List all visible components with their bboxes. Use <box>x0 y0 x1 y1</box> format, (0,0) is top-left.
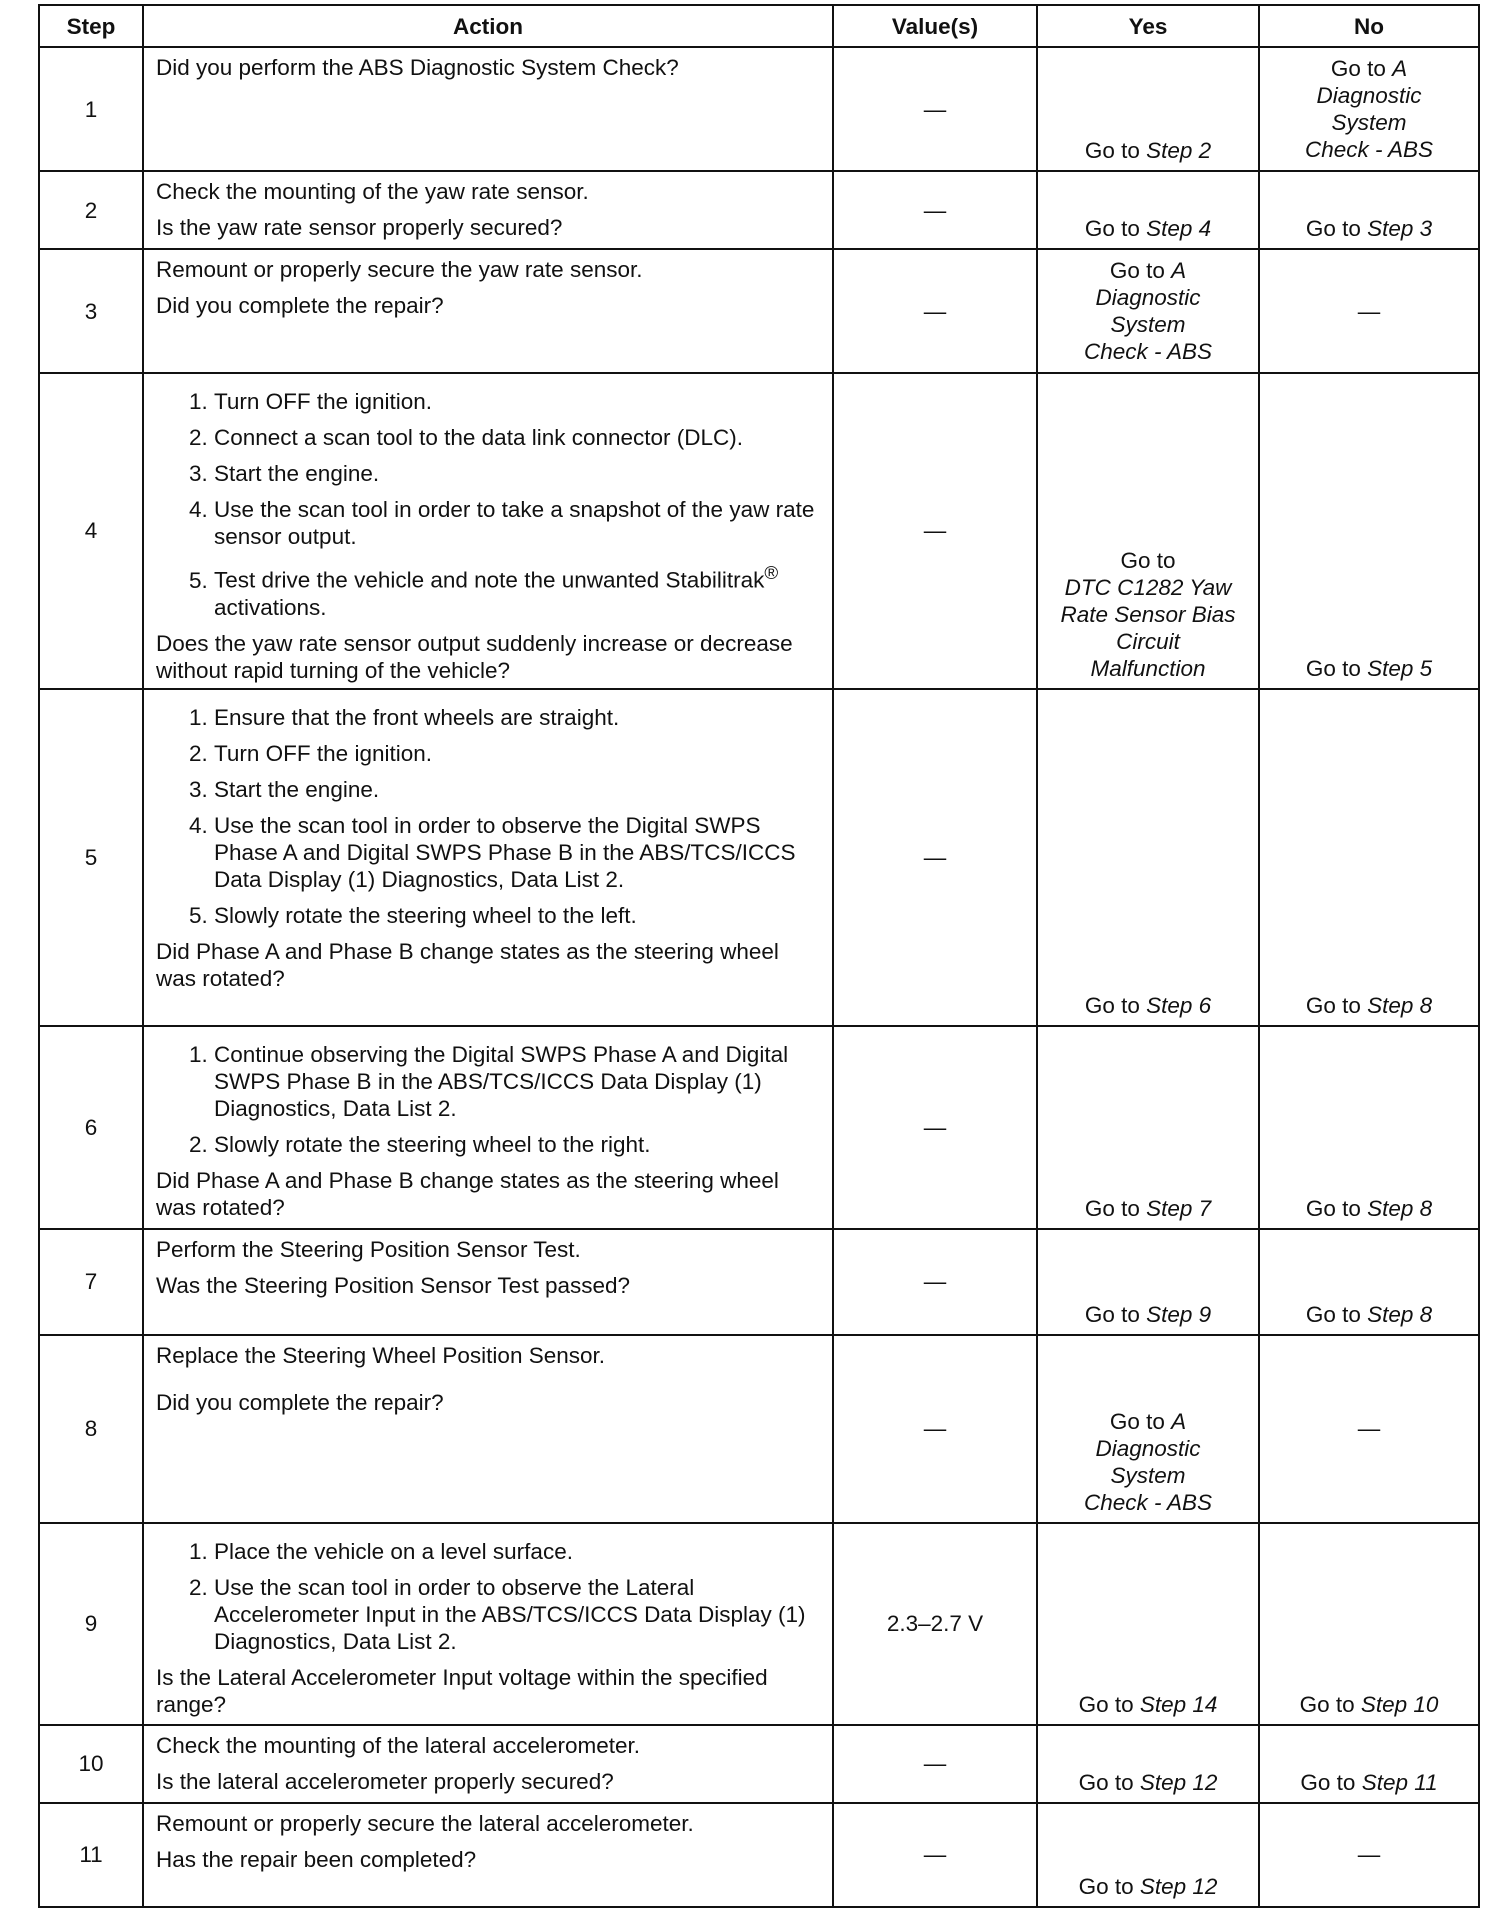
action-cell <box>143 171 833 249</box>
action-cell <box>143 1523 833 1725</box>
table-row <box>39 249 1479 373</box>
action-cell <box>143 1229 833 1335</box>
question-text: Is the Lateral Accelerometer Input voltage within the specified range? <box>156 1664 768 1717</box>
yes-cell[interactable]: Go to Step 6 <box>1037 689 1259 1026</box>
value-cell: — <box>833 1026 1037 1229</box>
question-text: Did Phase A and Phase B change states as the steering wheel was rotated? <box>156 938 779 991</box>
table-row <box>39 1523 1479 1725</box>
no-cell[interactable]: Go to Step 5 <box>1259 373 1479 689</box>
table-row <box>39 1725 1479 1803</box>
step-link[interactable]: Step 6 <box>1146 992 1212 1018</box>
instruction-text: Remount or properly secure the yaw rate sensor. <box>156 257 643 282</box>
question-text: Has the repair been completed? <box>156 1846 477 1872</box>
action-cell <box>143 1026 833 1229</box>
table-row <box>39 373 1479 689</box>
step-link[interactable]: Step 11 <box>1361 1769 1438 1795</box>
numbered-list <box>156 388 822 621</box>
no-cell[interactable]: Go to Step 8 <box>1259 1026 1479 1229</box>
numbered-list <box>156 1538 822 1655</box>
yes-cell[interactable]: Go to Step 2 <box>1037 47 1259 171</box>
header-yes: Yes <box>1037 5 1259 47</box>
instruction-text: Check the mounting of the yaw rate sensor. <box>156 179 589 204</box>
list-item: 3. Start the engine. <box>214 776 822 803</box>
step-number: 3 <box>39 249 143 373</box>
step-link[interactable]: Step 8 <box>1367 1301 1433 1327</box>
instruction-text: Replace the Steering Wheel Position Sensor. <box>156 1342 606 1368</box>
no-cell: — <box>1259 1803 1479 1907</box>
action-cell <box>143 249 833 373</box>
no-cell: — <box>1259 1335 1479 1523</box>
question-text: Is the yaw rate sensor properly secured? <box>156 215 563 240</box>
list-item: 2. Turn OFF the ignition. <box>214 740 822 767</box>
instruction-text: Perform the Steering Position Sensor Test. <box>156 1236 581 1262</box>
value-cell: — <box>833 1335 1037 1523</box>
header-values: Value(s) <box>833 5 1037 47</box>
list-item: 5. Test drive the vehicle and note the unwanted Stabilitrak® activations. <box>214 559 822 621</box>
no-cell[interactable]: Go to Step 10 <box>1259 1523 1479 1725</box>
value-cell: — <box>833 47 1037 171</box>
question-text: Is the lateral accelerometer properly secured? <box>156 1768 614 1794</box>
table-row <box>39 1229 1479 1335</box>
yes-cell[interactable]: Go to Step 4 <box>1037 171 1259 249</box>
action-cell <box>143 373 833 689</box>
yes-cell[interactable]: Go to Step 9 <box>1037 1229 1259 1335</box>
list-item: 1. Continue observing the Digital SWPS Phase A and Digital SWPS Phase B in the ABS/TCS/ICCS Data Display (1) Diagnostics, Data List 2. <box>214 1041 822 1122</box>
no-cell[interactable]: Go to Step 8 <box>1259 1229 1479 1335</box>
step-link[interactable]: Step 10 <box>1360 1691 1439 1717</box>
step-link[interactable]: Step 5 <box>1367 655 1433 681</box>
question-text: Did you perform the ABS Diagnostic System Check? <box>156 55 679 80</box>
table-row <box>39 1026 1479 1229</box>
action-cell <box>143 1335 833 1523</box>
header-no: No <box>1259 5 1479 47</box>
list-item: 2. Slowly rotate the steering wheel to the right. <box>214 1131 822 1158</box>
no-cell[interactable]: Go to A Diagnostic System Check - ABS <box>1259 47 1479 171</box>
list-item: 1. Turn OFF the ignition. <box>214 388 822 415</box>
table-row <box>39 171 1479 249</box>
question-text: Did Phase A and Phase B change states as the steering wheel was rotated? <box>156 1167 779 1220</box>
instruction-text: Remount or properly secure the lateral accelerometer. <box>156 1810 694 1836</box>
action-cell <box>143 1725 833 1803</box>
instruction-text: Check the mounting of the lateral accelerometer. <box>156 1732 641 1758</box>
step-number: 11 <box>39 1803 143 1907</box>
yes-cell[interactable]: Go to Step 7 <box>1037 1026 1259 1229</box>
yes-cell[interactable]: Go to A Diagnostic System Check - ABS <box>1037 249 1259 373</box>
value-cell: — <box>833 1229 1037 1335</box>
step-link[interactable]: Step 14 <box>1139 1691 1218 1717</box>
no-cell[interactable]: Go to Step 8 <box>1259 689 1479 1026</box>
yes-cell[interactable]: Go to A Diagnostic System Check - ABS <box>1037 1335 1259 1523</box>
numbered-list <box>156 1041 822 1158</box>
step-link[interactable]: Step 9 <box>1146 1301 1212 1327</box>
step-number: 2 <box>39 171 143 249</box>
value-cell: — <box>833 249 1037 373</box>
yes-cell[interactable]: Go to Step 14 <box>1037 1523 1259 1725</box>
list-item: 5. Slowly rotate the steering wheel to the left. <box>214 902 822 929</box>
question-text: Did you complete the repair? <box>156 1389 444 1415</box>
step-number: 6 <box>39 1026 143 1229</box>
value-cell: — <box>833 689 1037 1026</box>
table-row <box>39 1335 1479 1523</box>
registered-mark: ® <box>764 562 779 583</box>
action-cell <box>143 47 833 171</box>
diagnostic-table <box>38 4 1480 1908</box>
value-cell: — <box>833 1803 1037 1907</box>
list-item: 2. Connect a scan tool to the data link connector (DLC). <box>214 424 822 451</box>
list-item: 1. Place the vehicle on a level surface. <box>214 1538 822 1565</box>
step-link[interactable]: Step 3 <box>1367 216 1433 241</box>
list-item: 2. Use the scan tool in order to observe the Lateral Accelerometer Input in the ABS/TCS/ICCS Data Display (1) Diagnostics, Data List 2. <box>214 1574 822 1655</box>
question-text: Did you complete the repair? <box>156 293 444 318</box>
list-item: 3. Start the engine. <box>214 460 822 487</box>
step-link[interactable]: Step 12 <box>1139 1873 1218 1899</box>
value-cell: 2.3–2.7 V <box>833 1523 1037 1725</box>
header-row <box>39 5 1479 47</box>
step-link[interactable]: Step 8 <box>1367 1195 1433 1221</box>
table-row <box>39 47 1479 171</box>
step-number: 7 <box>39 1229 143 1335</box>
no-cell[interactable]: Go to Step 11 <box>1259 1725 1479 1803</box>
step-link[interactable]: Step 2 <box>1146 138 1212 163</box>
yes-cell[interactable]: Go to DTC C1282 Yaw Rate Sensor Bias Circuit Malfunction <box>1037 373 1259 689</box>
no-cell: — <box>1259 249 1479 373</box>
yes-cell[interactable]: Go to Step 12 <box>1037 1725 1259 1803</box>
step-link[interactable]: Step 4 <box>1146 216 1212 241</box>
step-number: 4 <box>39 373 143 689</box>
step-number: 9 <box>39 1523 143 1725</box>
list-item: 4. Use the scan tool in order to take a snapshot of the yaw rate sensor output. <box>214 496 822 550</box>
step-link[interactable]: Step 7 <box>1146 1195 1212 1221</box>
numbered-list <box>156 704 822 929</box>
action-cell <box>143 1803 833 1907</box>
step-number: 5 <box>39 689 143 1026</box>
action-cell <box>143 689 833 1026</box>
header-step: Step <box>39 5 143 47</box>
list-item: 4. Use the scan tool in order to observe the Digital SWPS Phase A and Digital SWPS Phase B in the ABS/TCS/ICCS Data Display (1) Diagnostics, Data List 2. <box>214 812 822 893</box>
no-cell[interactable]: Go to Step 3 <box>1259 171 1479 249</box>
value-cell: — <box>833 1725 1037 1803</box>
table-row <box>39 1803 1479 1907</box>
yes-cell[interactable]: Go to Step 12 <box>1037 1803 1259 1907</box>
header-action: Action <box>143 5 833 47</box>
question-text: Was the Steering Position Sensor Test passed? <box>156 1272 631 1298</box>
step-number: 10 <box>39 1725 143 1803</box>
list-item: 1. Ensure that the front wheels are straight. <box>214 704 822 731</box>
step-link[interactable]: Step 8 <box>1367 992 1433 1018</box>
table-row <box>39 689 1479 1026</box>
step-number: 1 <box>39 47 143 171</box>
value-cell: — <box>833 171 1037 249</box>
step-number: 8 <box>39 1335 143 1523</box>
value-cell: — <box>833 373 1037 689</box>
step-link[interactable]: Step 12 <box>1139 1769 1218 1795</box>
question-text: Does the yaw rate sensor output suddenly increase or decrease without rapid turning of the vehicle? <box>156 630 793 683</box>
